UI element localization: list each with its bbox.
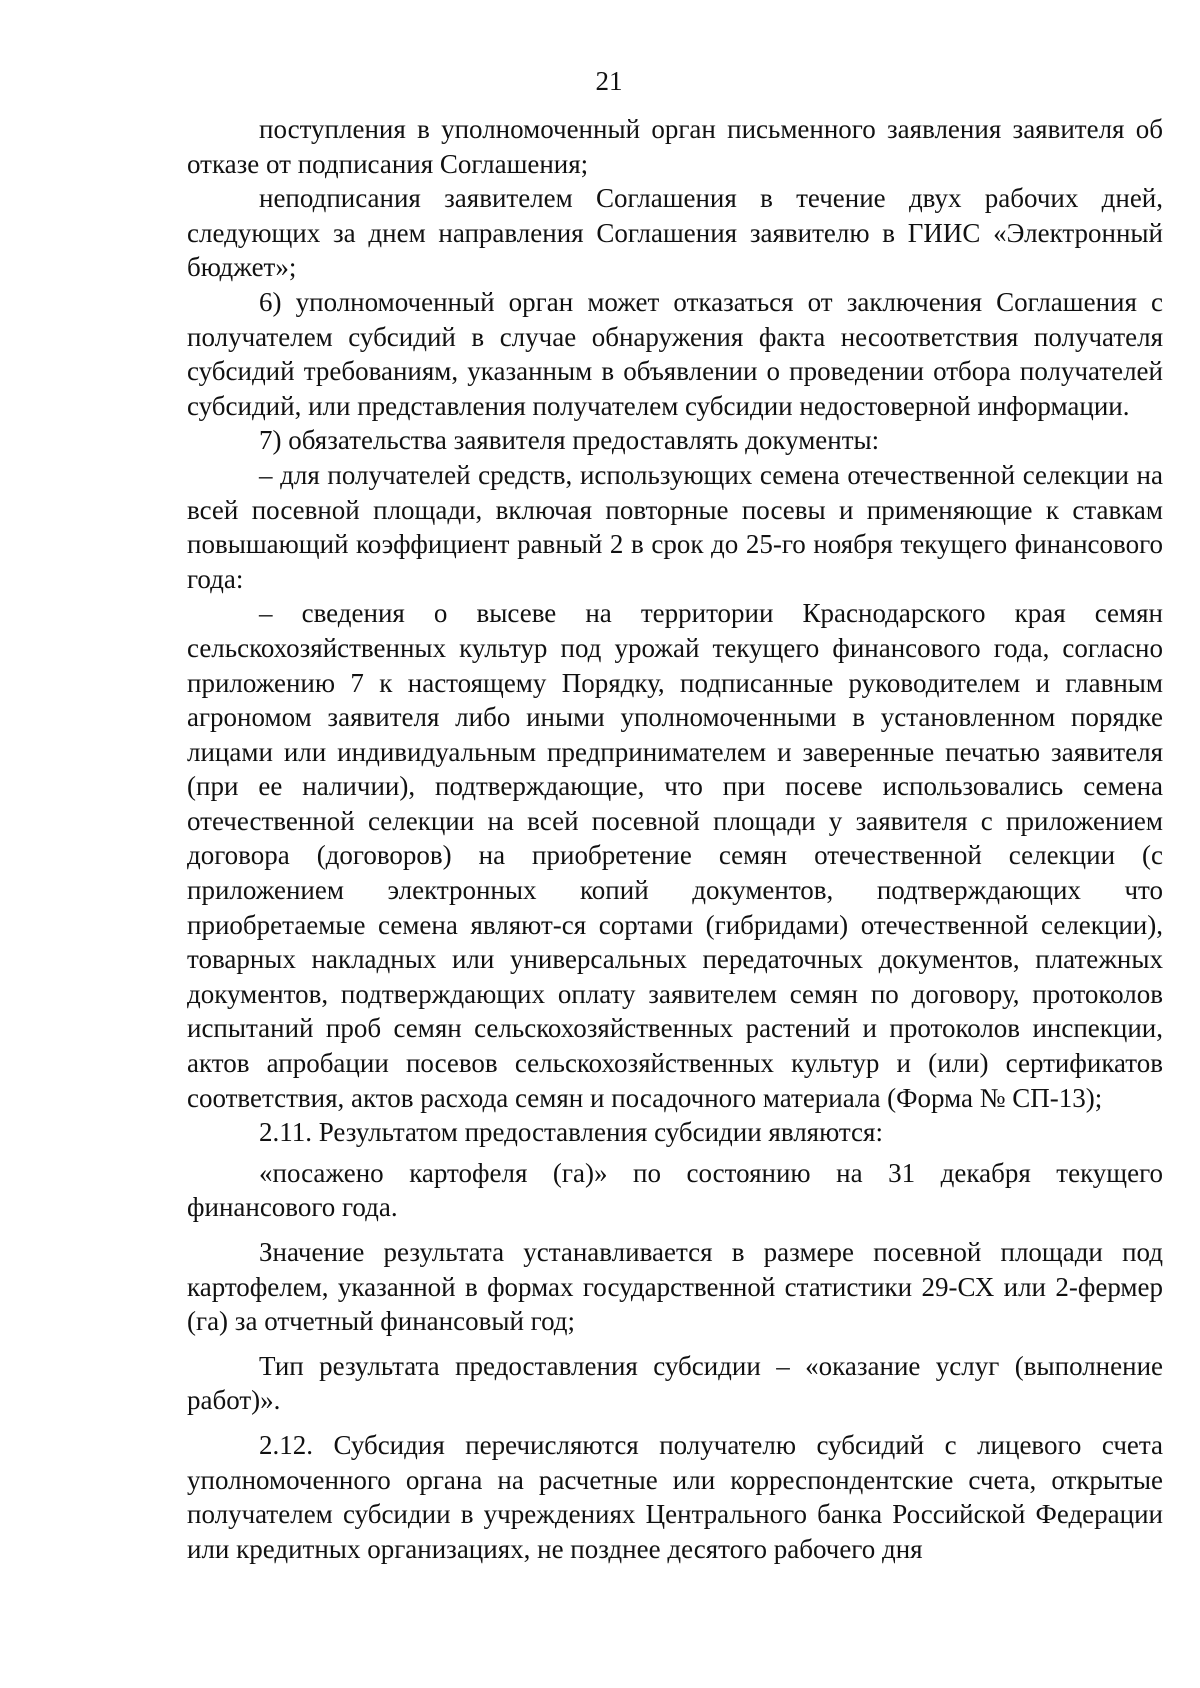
paragraph-domestic-seeds: – для получателей средств, использующих семена отечественной селекции на всей посевной площади, включая повторные посевы и применяющие к ставкам повышающий коэффициент равный 2 в срок до 25-го ноября текущего финансового года: bbox=[187, 459, 1163, 594]
paragraph-item-7: 7) обязательства заявителя предоставлять документы: bbox=[259, 425, 880, 456]
document-body bbox=[187, 112, 1163, 1566]
paragraph-sowing-info: – сведения о высеве на территории Краснодарского края семян сельскохозяйственных культур под урожай текущего финансового года, согласно приложению 7 к настоящему Порядку, подписанные руководителем и главным агрономом заявителя либо иными уполномоченными в установленном порядке лицами или индивидуальным предпринимателем и заверенные печатью заявителя (при ее наличии), подтверждающие, что при посеве использовались семена отечественной селекции на всей посевной площади у заявителя с приложением договора (договоров) на приобретение семян отечественной селекции (с приложением электронных копий документов, подтверждающих что приобретаемые семена являют-ся сортами (гибридами) отечественной селекции), товарных накладных или универсальных передаточных документов, платежных документов, подтверждающих оплату заявителем семян по договору, протоколов испытаний проб семян сельскохозяйственных растений и протоколов инспекции, актов апробации посевов сельскохозяйственных культур и (или) сертификатов соответствия, актов расхода семян и посадочного материала (Форма № СП-13); bbox=[187, 598, 1163, 1113]
paragraph-non-signing: неподписания заявителем Соглашения в течение двух рабочих дней, следующих за днем направления Соглашения заявителю в ГИИС «Электронный бюджет»; bbox=[187, 183, 1163, 283]
paragraph-potato-result: «посажено картофеля (га)» по состоянию на 31 декабря текущего финансового года. bbox=[187, 1157, 1163, 1223]
paragraph-section-2-12: 2.12. Субсидия перечисляются получателю субсидий с лицевого счета уполномоченного органа на расчетные или корреспондентские счета, открытые получателем субсидии в учреждениях Центрального банка Российской Федерации или кредитных организациях, не позднее десятого рабочего дня bbox=[187, 1429, 1163, 1564]
paragraph-result-type: Тип результата предоставления субсидии – «оказание услуг (выполнение работ)». bbox=[187, 1350, 1163, 1416]
paragraph-refusal-statement: поступления в уполномоченный орган письменного заявления заявителя об отказе от подписания Соглашения; bbox=[187, 114, 1163, 179]
page-number: 21 bbox=[595, 66, 623, 96]
paragraph-result-value: Значение результата устанавливается в размере посевной площади под картофелем, указанной в формах государственной статистики 29-СХ или 2-фермер (га) за отчетный финансовый год; bbox=[187, 1237, 1163, 1337]
paragraph-item-6: 6) уполномоченный орган может отказаться от заключения Соглашения с получателем субсидий в случае обнаружения факта несоответствия получателя субсидий требованиям, указанным в объявлении о проведении отбора получателей субсидий, или представления получателем субсидии недостоверной информации. bbox=[187, 286, 1163, 421]
paragraph-section-2-11: 2.11. Результатом предоставления субсидии являются: bbox=[259, 1117, 883, 1148]
